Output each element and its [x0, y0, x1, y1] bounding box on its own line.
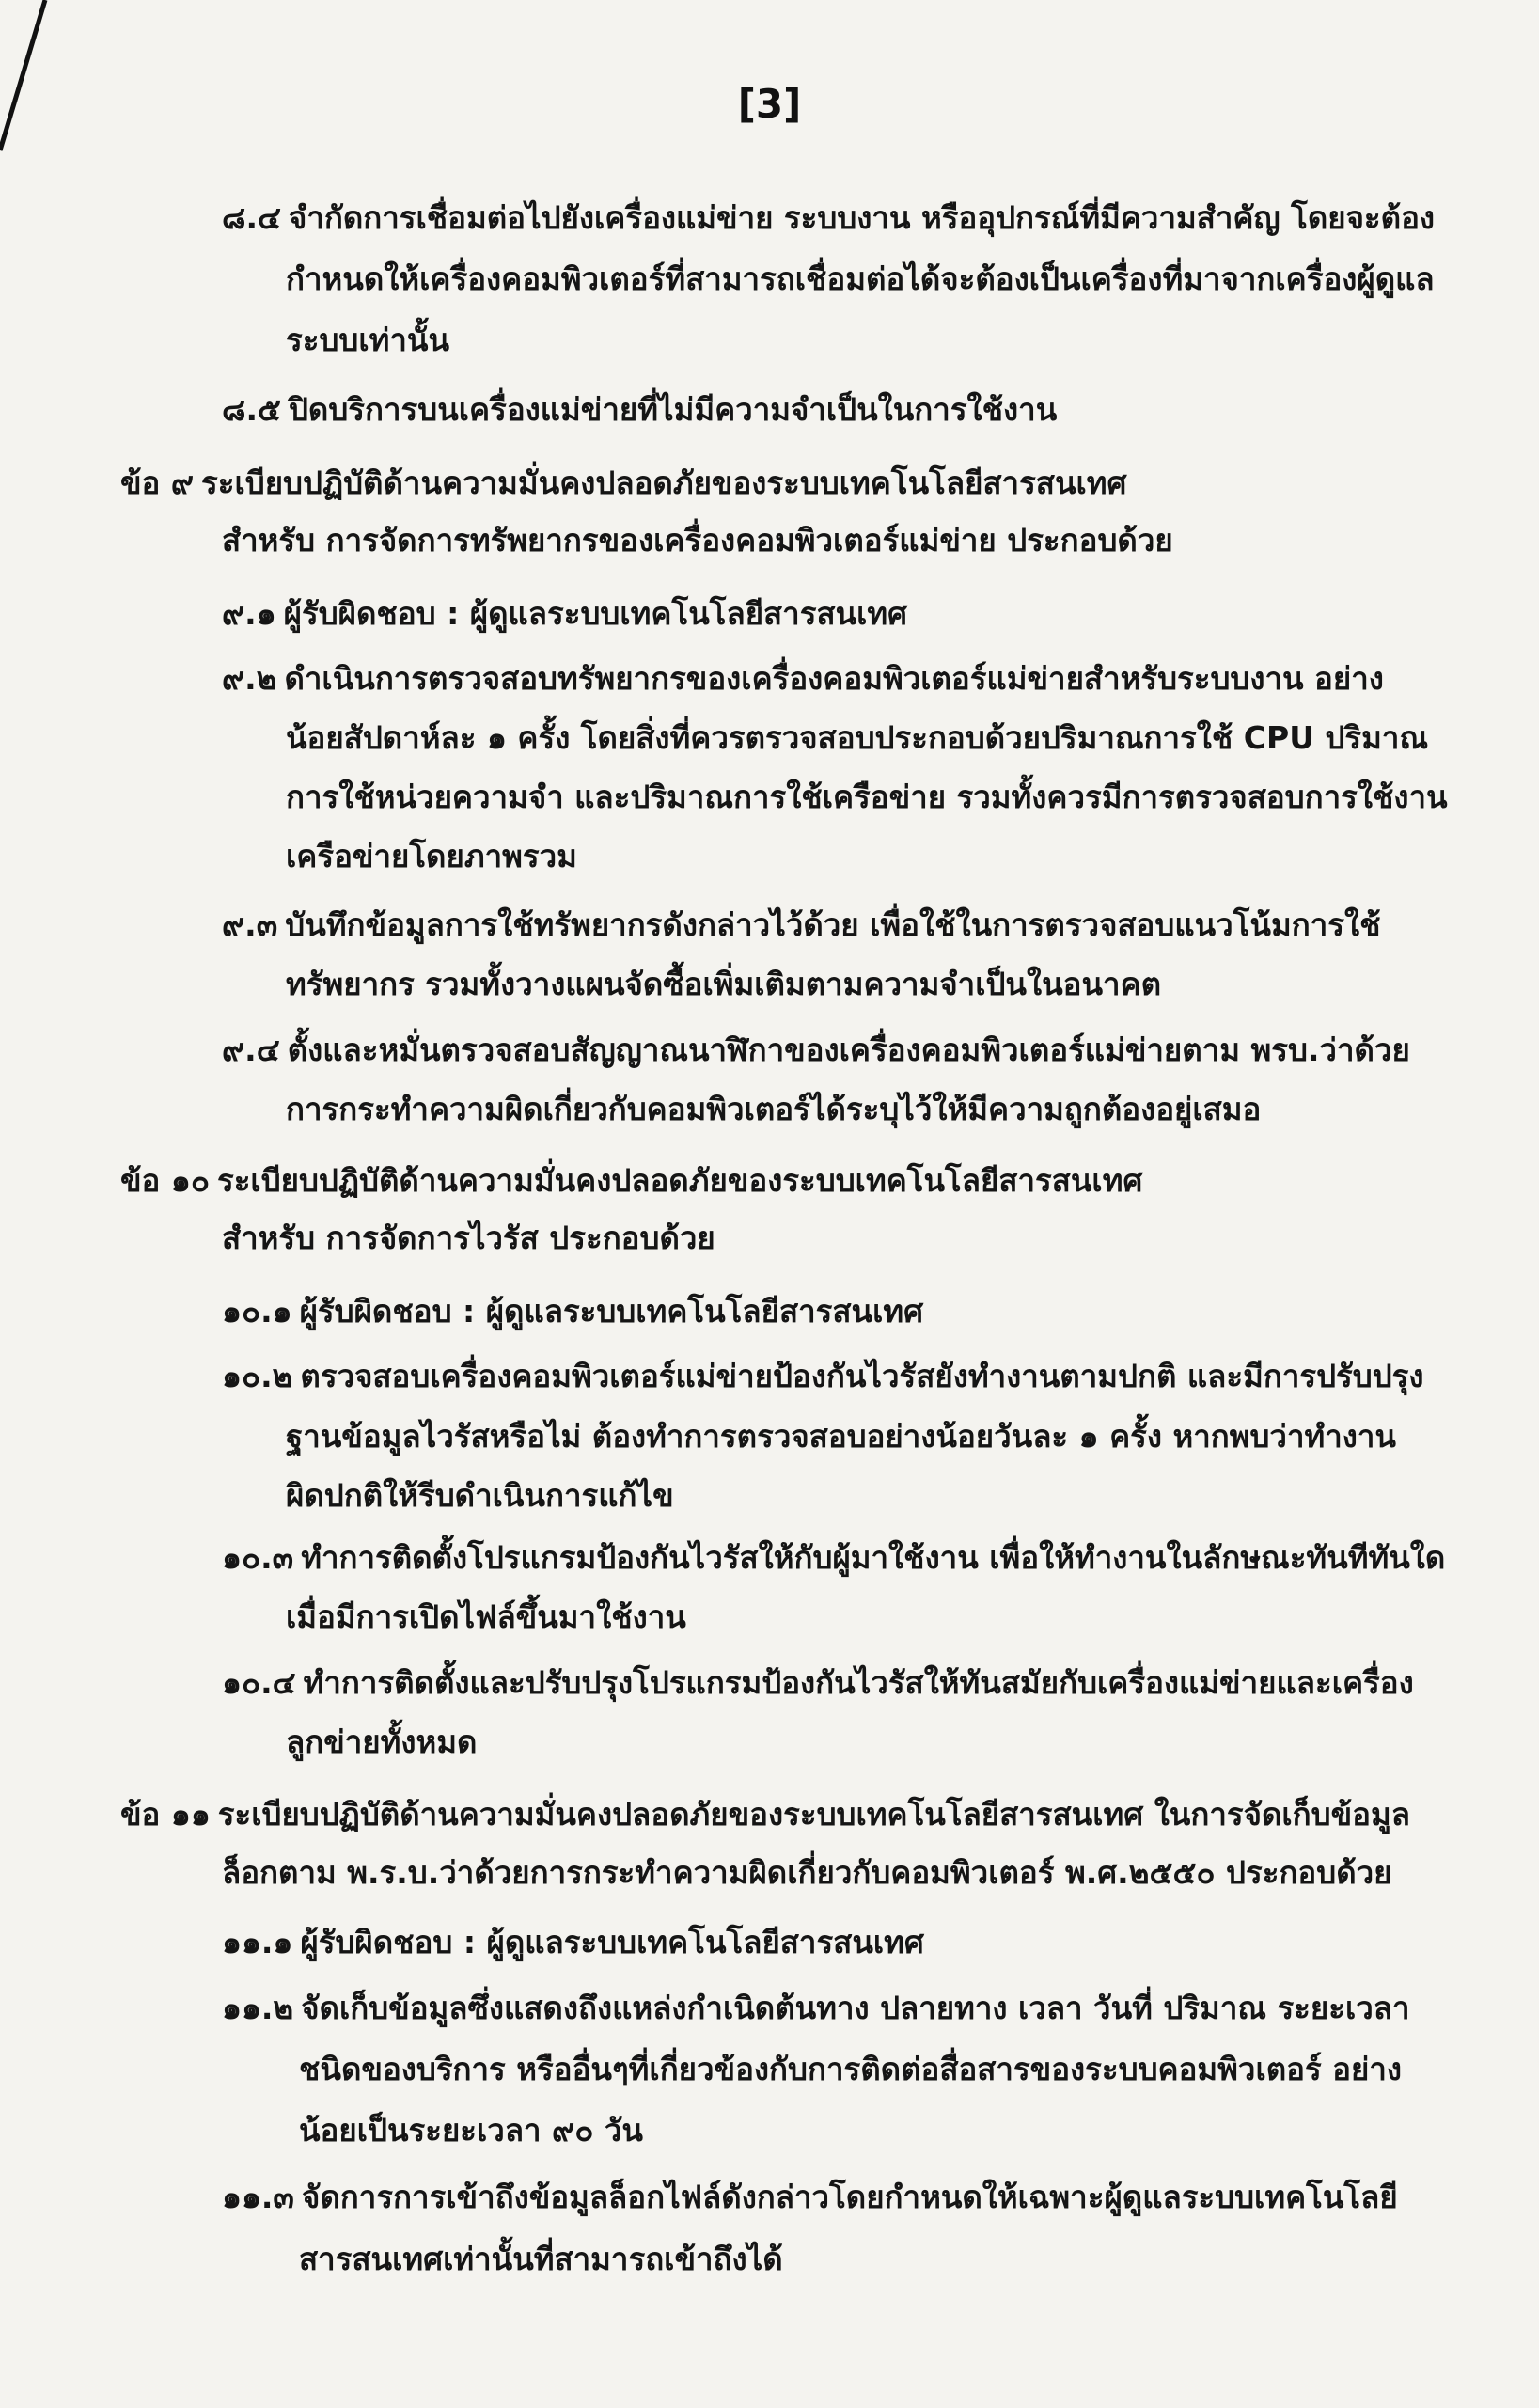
item-10-3 — [222, 1539, 1445, 1577]
section-9-subtitle: สำหรับ การจัดการทรัพยากรของเครื่องคอมพิวเตอร์แม่ข่าย ประกอบด้วย — [222, 522, 1173, 559]
item-11-2-line-3: น้อยเป็นระยะเวลา ๙๐ วัน — [299, 2112, 643, 2148]
item-11-2 — [222, 1990, 1410, 2027]
section-11-heading — [120, 1796, 1410, 1834]
item-number: ๑๑.๑ — [222, 1924, 293, 1960]
item-text: ผู้รับผิดชอบ : ผู้ดูแลระบบเทคโนโลยีสารสนเทศ — [283, 595, 908, 632]
item-number: ๑๐.๑ — [222, 1293, 292, 1330]
item-10-3-line-2: เมื่อมีการเปิดไฟล์ขึ้นมาใช้งาน — [286, 1598, 686, 1635]
item-text: บันทึกข้อมูลการใช้ทรัพยากรดังกล่าวไว้ด้วย เพื่อใช้ในการตรวจสอบแนวโน้มการใช้ — [285, 906, 1381, 943]
section-10-heading — [120, 1162, 1142, 1200]
item-8-4 — [222, 199, 1435, 237]
section-label: ข้อ ๑๑ — [120, 1796, 211, 1833]
item-number: ๙.๔ — [222, 1031, 280, 1068]
item-9-2-line-2: น้อยสัปดาห์ละ ๑ ครั้ง โดยสิ่งที่ควรตรวจสอบประกอบด้วยปริมาณการใช้ CPU ปริมาณ — [286, 719, 1429, 756]
item-10-4-line-2: ลูกข่ายทั้งหมด — [286, 1723, 478, 1760]
item-10-4 — [222, 1664, 1414, 1702]
item-text: ตรวจสอบเครื่องคอมพิวเตอร์แม่ข่ายป้องกันไวรัสยังทำงานตามปกติ และมีการปรับปรุง — [300, 1358, 1424, 1394]
item-9-3 — [222, 906, 1380, 944]
section-9-heading — [120, 464, 1127, 502]
item-text: ตั้งและหมั่นตรวจสอบสัญญาณนาฬิกาของเครื่องคอมพิวเตอร์แม่ข่ายตาม พรบ.ว่าด้วย — [287, 1031, 1410, 1068]
item-number: ๙.๒ — [222, 660, 277, 697]
item-number: ๑๐.๓ — [222, 1539, 294, 1576]
item-10-2 — [222, 1358, 1423, 1395]
item-8-5 — [222, 391, 1057, 429]
item-11-2-line-2: ชนิดของบริการ หรืออื่นๆที่เกี่ยวข้องกับการติดต่อสื่อสารของระบบคอมพิวเตอร์ อย่าง — [299, 2051, 1402, 2087]
item-number: ๑๑.๒ — [222, 1990, 294, 2026]
item-9-2-line-3: การใช้หน่วยความจำ และปริมาณการใช้เครือข่าย รวมทั้งควรมีการตรวจสอบการใช้งาน — [286, 779, 1448, 815]
item-9-3-line-2: ทรัพยากร รวมทั้งวางแผนจัดซื้อเพิ่มเติมตามความจำเป็นในอนาคต — [286, 966, 1162, 1002]
item-text: ทำการติดตั้งโปรแกรมป้องกันไวรัสให้กับผู้มาใช้งาน เพื่อให้ทำงานในลักษณะทันทีทันใด — [301, 1539, 1446, 1576]
item-number: ๑๐.๔ — [222, 1664, 296, 1701]
item-11-1 — [222, 1924, 924, 1961]
item-10-2-line-3: ผิดปกติให้รีบดำเนินการแก้ไข — [286, 1477, 674, 1514]
item-text: ปิดบริการบนเครื่องแม่ข่ายที่ไม่มีความจำเป็นในการใช้งาน — [288, 391, 1058, 428]
item-text: ผู้รับผิดชอบ : ผู้ดูแลระบบเทคโนโลยีสารสนเทศ — [299, 1293, 924, 1330]
item-text: ทำการติดตั้งและปรับปรุงโปรแกรมป้องกันไวรัสให้ทันสมัยกับเครื่องแม่ข่ายและเครื่อง — [303, 1664, 1414, 1701]
item-11-3-line-2: สารสนเทศเท่านั้นที่สามารถเข้าถึงได้ — [299, 2241, 783, 2277]
item-9-2 — [222, 660, 1384, 698]
section-label: ข้อ ๑๐ — [120, 1162, 210, 1199]
item-9-2-line-4: เครือข่ายโดยภาพรวม — [286, 838, 577, 874]
page-number: [3] — [737, 81, 802, 127]
item-number: ๑๐.๒ — [222, 1358, 293, 1394]
item-number: ๙.๓ — [222, 906, 278, 943]
item-number: ๑๑.๓ — [222, 2179, 294, 2215]
item-text: ดำเนินการตรวจสอบทรัพยากรของเครื่องคอมพิวเตอร์แม่ข่ายสำหรับระบบงาน อย่าง — [284, 660, 1384, 697]
item-11-3 — [222, 2179, 1398, 2216]
item-8-4-line-2: กำหนดให้เครื่องคอมพิวเตอร์ที่สามารถเชื่อมต่อได้จะต้องเป็นเครื่องที่มาจากเครื่องผู้ดูแล — [286, 260, 1435, 297]
item-text: จัดการการเข้าถึงข้อมูลล็อกไฟล์ดังกล่าวโดยกำหนดให้เฉพาะผู้ดูแลระบบเทคโนโลยี — [302, 2179, 1398, 2215]
item-text: จัดเก็บข้อมูลซึ่งแสดงถึงแหล่งกำเนิดต้นทาง ปลายทาง เวลา วันที่ ปริมาณ ระยะเวลา — [301, 1990, 1410, 2026]
item-9-4 — [222, 1031, 1410, 1069]
section-title: ระเบียบปฏิบัติด้านความมั่นคงปลอดภัยของระบบเทคโนโลยีสารสนเทศ ในการจัดเก็บข้อมูล — [217, 1796, 1410, 1833]
section-label: ข้อ ๙ — [120, 464, 195, 501]
section-11-subtitle: ล็อกตาม พ.ร.บ.ว่าด้วยการกระทำความผิดเกี่ยวกับคอมพิวเตอร์ พ.ศ.๒๕๕๐ ประกอบด้วย — [222, 1854, 1392, 1891]
item-text: จำกัดการเชื่อมต่อไปยังเครื่องแม่ข่าย ระบบงาน หรืออุปกรณ์ที่มีความสำคัญ โดยจะต้อง — [288, 199, 1436, 236]
item-8-4-line-3: ระบบเท่านั้น — [286, 322, 450, 358]
section-title: ระเบียบปฏิบัติด้านความมั่นคงปลอดภัยของระบบเทคโนโลยีสารสนเทศ — [216, 1162, 1143, 1199]
item-9-4-line-2: การกระทำความผิดเกี่ยวกับคอมพิวเตอร์ได้ระบุไว้ให้มีความถูกต้องอยู่เสมอ — [286, 1091, 1262, 1127]
section-10-subtitle: สำหรับ การจัดการไวรัส ประกอบด้วย — [222, 1220, 715, 1256]
item-number: ๘.๕ — [222, 391, 281, 428]
item-number: ๘.๔ — [222, 199, 281, 236]
item-9-1 — [222, 595, 907, 633]
item-10-2-line-2: ฐานข้อมูลไวรัสหรือไม่ ต้องทำการตรวจสอบอย่างน้อยวันละ ๑ ครั้ง หากพบว่าทำงาน — [286, 1418, 1396, 1455]
item-10-1 — [222, 1293, 923, 1330]
item-text: ผู้รับผิดชอบ : ผู้ดูแลระบบเทคโนโลยีสารสนเทศ — [300, 1924, 924, 1960]
item-number: ๙.๑ — [222, 595, 276, 632]
section-title: ระเบียบปฏิบัติด้านความมั่นคงปลอดภัยของระบบเทคโนโลยีสารสนเทศ — [201, 464, 1127, 501]
